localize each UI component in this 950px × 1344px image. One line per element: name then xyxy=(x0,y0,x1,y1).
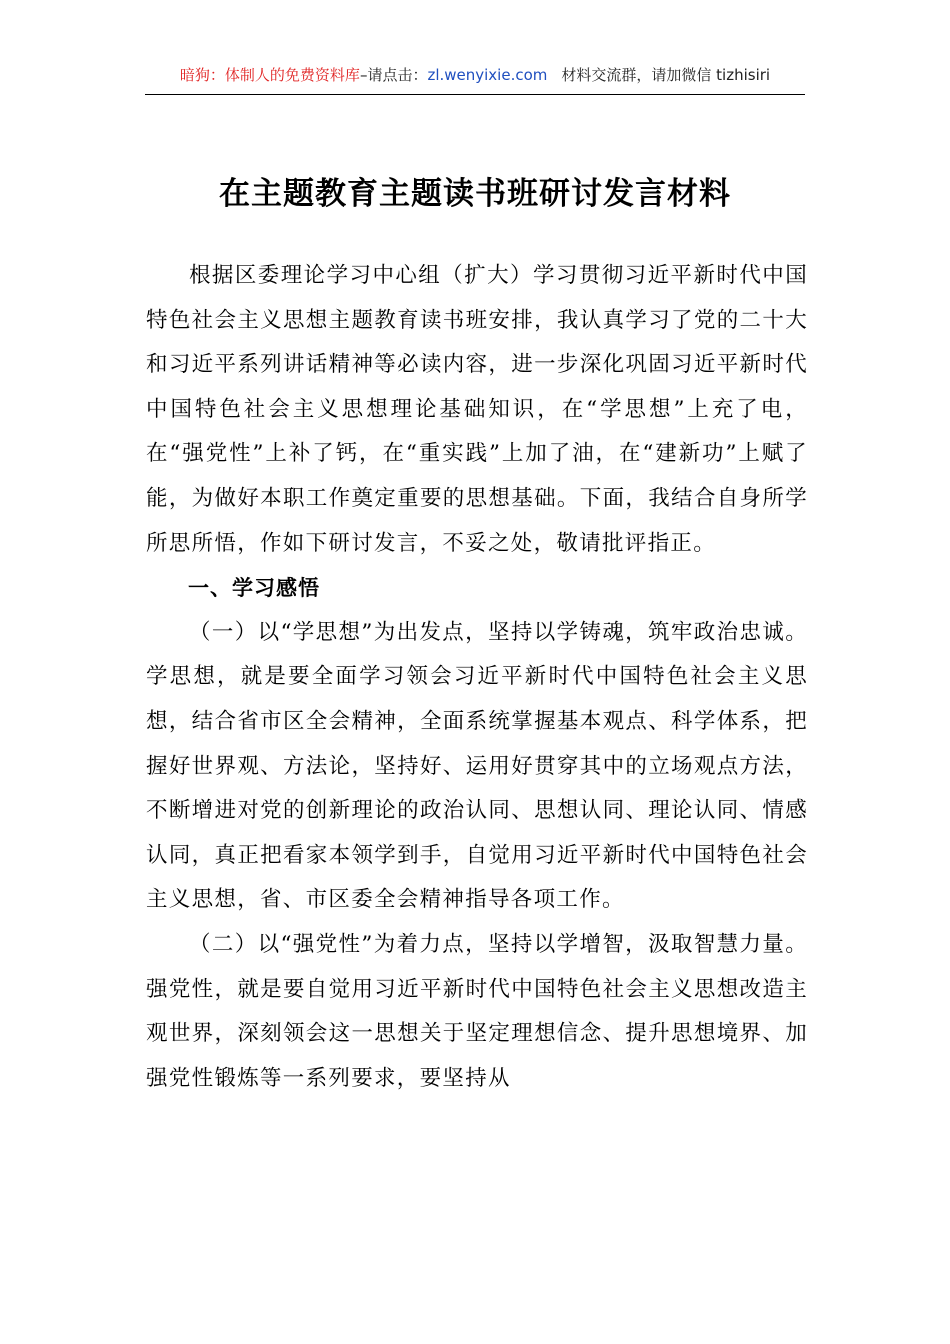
header-contact: 材料交流群，请加微信 tizhisiri xyxy=(561,66,771,84)
document-body xyxy=(146,254,808,1101)
paragraph-2: （二）以“强党性”为着力点，坚持以学增智，汲取智慧力量。强党性，就是要自觉用习近平新时代中国特色社会主义思想改造主观世界，深刻领会这一思想关于坚定理想信念、提升思想境界、加强党性锻炼等一系列要求，要坚持从 xyxy=(146,931,808,1091)
paragraph-1: （一）以“学思想”为出发点，坚持以学铸魂，筑牢政治忠诚。学思想，就是要全面学习领会习近平新时代中国特色社会主义思想，结合省市区全会精神，全面系统掌握基本观点、科学体系，把握好世界观、方法论，坚持好、运用好贯穿其中的立场观点方法，不断增进对党的创新理论的政治认同、思想认同、理论认同、情感认同，真正把看家本领学到手，自觉用习近平新时代中国特色社会主义思想，省、市区委全会精神指导各项工作。 xyxy=(146,619,808,913)
header-click-prefix: –请点击： xyxy=(359,66,428,84)
intro-paragraph: 根据区委理论学习中心组（扩大）学习贯彻习近平新时代中国特色社会主义思想主题教育读书班安排，我认真学习了党的二十大和习近平系列讲话精神等必读内容，进一步深化巩固习近平新时代中国特色社会主义思想理论基础知识，在“学思想”上充了电，在“强党性”上补了钙，在“重实践”上加了油，在“建新功”上赋了能，为做好本职工作奠定重要的思想基础。下面，我结合自身所学所思所悟，作如下研讨发言，不妥之处，敬请批评指正。 xyxy=(146,263,808,556)
section-heading-1: 一、学习感悟 xyxy=(188,576,320,601)
header-brand: 暗狗：体制人的免费资料库 xyxy=(179,66,360,84)
document-title: 在主题教育主题读书班研讨发言材料 xyxy=(219,176,731,212)
header-url-link[interactable]: zl.wenyixie.com xyxy=(427,66,548,84)
page-header xyxy=(145,64,805,95)
